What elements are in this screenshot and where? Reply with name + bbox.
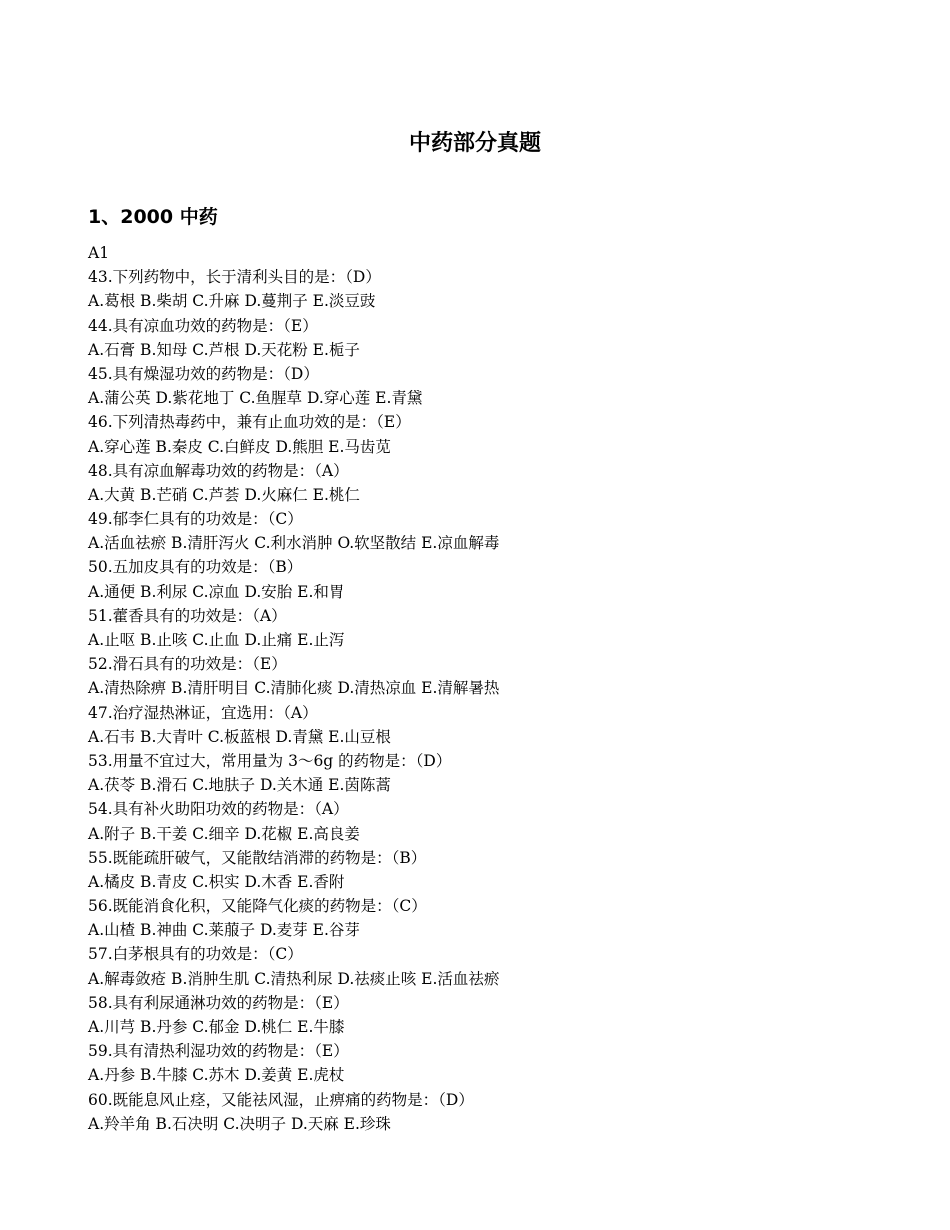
question-stem: 44.具有凉血功效的药物是：（E）: [88, 316, 318, 335]
question-stem: 60.既能息风止痉，又能祛风湿，止痹痛的药物是：（D）: [88, 1090, 474, 1109]
question-stem: 46.下列清热毒药中，兼有止血功效的是：（E）: [88, 413, 411, 432]
answer-options: A.清热除痹 B.清肝明目 C.清肺化痰 D.清热凉血 E.清解暑热: [88, 679, 500, 698]
answer-options: A.橘皮 B.青皮 C.枳实 D.木香 E.香附: [88, 872, 345, 891]
answer-options: A.大黄 B.芒硝 C.芦荟 D.火麻仁 E.桃仁: [88, 485, 360, 504]
question-stem: 56.既能消食化积，又能降气化痰的药物是：（C）: [88, 897, 427, 916]
question-list: [88, 241, 908, 1136]
answer-options: A.羚羊角 B.石决明 C.决明子 D.天麻 E.珍珠: [88, 1114, 391, 1133]
question-type-label: A1: [88, 244, 110, 262]
question-stem: 48.具有凉血解毒功效的药物是：（A）: [88, 461, 349, 480]
answer-options: A.活血祛瘀 B.清肝泻火 C.利水消肿 O.软坚散结 E.凉血解毒: [88, 534, 500, 553]
answer-options: A.川芎 B.丹参 C.郁金 D.桃仁 E.牛膝: [88, 1018, 345, 1036]
question-stem: 55.既能疏肝破气，又能散结消滞的药物是：（B）: [88, 848, 427, 867]
question-stem: 57.白茅根具有的功效是：（C）: [88, 945, 303, 964]
question-stem: 49.郁李仁具有的功效是：（C）: [88, 510, 303, 529]
answer-options: A.止呕 B.止咳 C.止血 D.止痛 E.止泻: [88, 631, 345, 649]
question-stem: 59.具有清热利湿功效的药物是：（E）: [88, 1042, 349, 1061]
question-stem: 53.用量不宜过大，常用量为 3～6g 的药物是：（D）: [88, 751, 452, 770]
answer-options: A.解毒敛疮 B.消肿生肌 C.清热利尿 D.祛痰止咳 E.活血祛瘀: [88, 969, 500, 988]
answer-options: A.山楂 B.神曲 C.莱菔子 D.麦芽 E.谷芽: [88, 921, 360, 940]
question-stem: 54.具有补火助阳功效的药物是：（A）: [88, 800, 349, 819]
section-heading: 1、2000 中药: [88, 206, 218, 228]
answer-options: A.丹参 B.牛膝 C.苏木 D.姜黄 E.虎杖: [88, 1066, 345, 1085]
answer-options: A.通便 B.利尿 C.凉血 D.安胎 E.和胃: [88, 582, 345, 601]
answer-options: A.蒲公英 D.紫花地丁 C.鱼腥草 D.穿心莲 E.青黛: [88, 389, 423, 408]
answer-options: A.茯苓 B.滑石 C.地肤子 D.关木通 E.茵陈蒿: [88, 776, 391, 795]
question-stem: 52.滑石具有的功效是：（E）: [88, 655, 287, 674]
question-stem: 50.五加皮具有的功效是：（B）: [88, 558, 303, 577]
answer-options: A.附子 B.干姜 C.细辛 D.花椒 E.高良姜: [88, 824, 360, 843]
document-title: 中药部分真题: [408, 131, 541, 156]
question-stem: 58.具有利尿通淋功效的药物是：（E）: [88, 993, 349, 1012]
question-stem: 51.藿香具有的功效是：（A）: [88, 606, 287, 625]
question-stem: 47.治疗湿热淋证，宜选用：（A）: [88, 703, 318, 722]
answer-options: A.葛根 B.柴胡 C.升麻 D.蔓荆子 E.淡豆豉: [88, 292, 376, 311]
answer-options: A.穿心莲 B.秦皮 C.白鲜皮 D.熊胆 E.马齿苋: [88, 437, 391, 456]
question-stem: 45.具有燥湿功效的药物是：（D）: [88, 364, 319, 383]
answer-options: A.石膏 B.知母 C.芦根 D.天花粉 E.栀子: [88, 340, 360, 359]
answer-options: A.石韦 B.大青叶 C.板蓝根 D.青黛 E.山豆根: [88, 727, 391, 746]
question-stem: 43.下列药物中，长于清利头目的是：（D）: [88, 268, 381, 287]
